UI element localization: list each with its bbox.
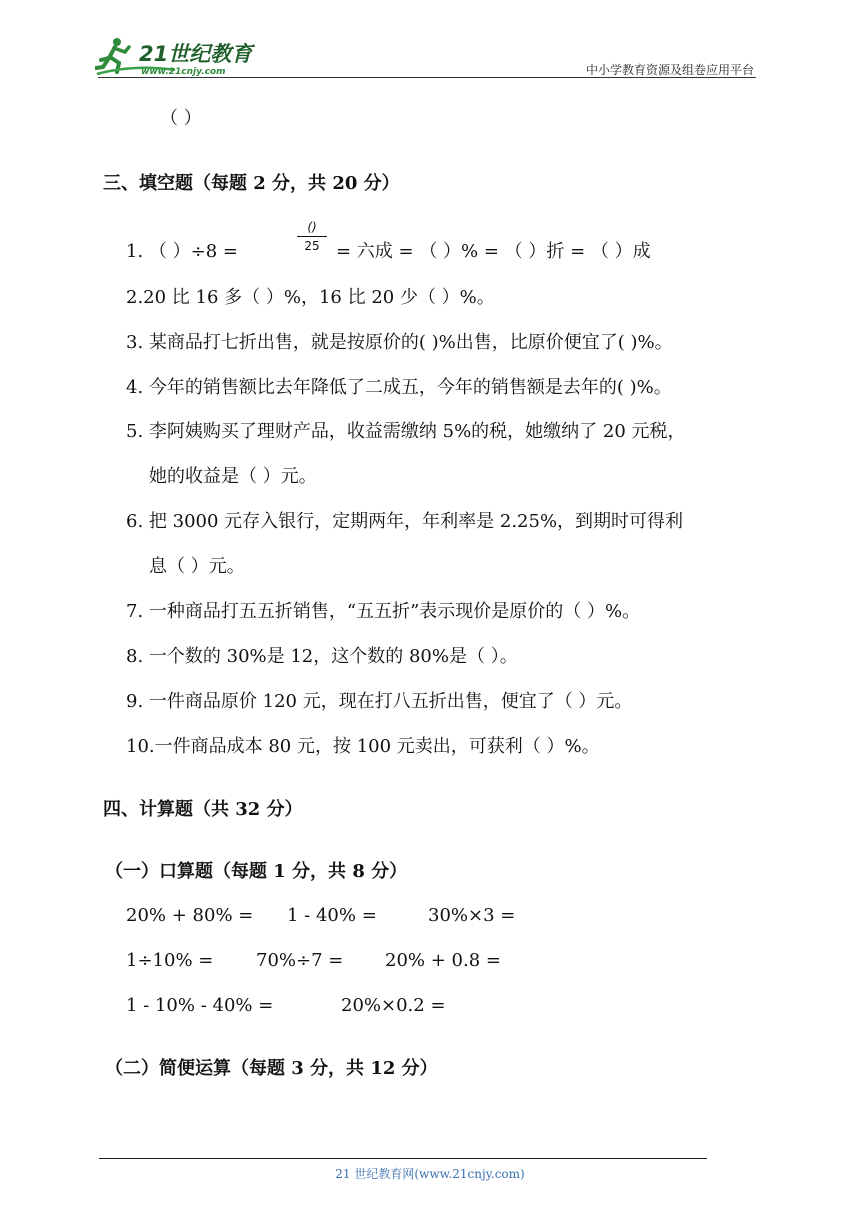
- oral-item: 30%×3 =: [428, 905, 516, 926]
- runner-logo-icon: [95, 36, 265, 78]
- footer-link[interactable]: 21 世纪教育网(www.21cnjy.com): [335, 1167, 525, 1181]
- question-1-part2: = 六成 = （ ）% = （ ）折 = （ ）成: [336, 241, 651, 262]
- question-6-line2: 息（ ）元。: [149, 556, 245, 577]
- question-9: 9. 一件商品原价 120 元，现在打八五折出售，便宜了（ ）元。: [126, 691, 633, 712]
- platform-name: 中小学教育资源及组卷应用平台: [585, 63, 754, 77]
- footer-divider: [99, 1158, 707, 1159]
- oral-item: 20% + 0.8 =: [385, 950, 501, 971]
- fraction-denominator: 25: [304, 239, 320, 253]
- oral-item: 1÷10% =: [126, 950, 214, 971]
- question-3: 3. 某商品打七折出售，就是按原价的( )%出售，比原价便宜了( )%。: [126, 332, 673, 353]
- question-8: 8. 一个数的 30%是 12，这个数的 80%是（ ）。: [126, 646, 518, 667]
- subsection-title-oral: （一）口算题（每题 1 分，共 8 分）: [105, 861, 408, 882]
- question-1-part1: 1. （ ）÷8 =: [126, 241, 238, 262]
- question-4: 4. 今年的销售额比去年降低了二成五，今年的销售额是去年的( )%。: [126, 377, 672, 398]
- svg-text:21世纪教育: 21世纪教育: [139, 42, 253, 66]
- oral-item: 1 - 40% =: [287, 905, 377, 926]
- question-2: 2.20 比 16 多（ ）%，16 比 20 少（ ）%。: [126, 287, 495, 308]
- oral-item: 20%×0.2 =: [341, 995, 446, 1016]
- header-divider: [98, 77, 756, 78]
- oral-item: 1 - 10% - 40% =: [126, 995, 274, 1016]
- site-logo: [95, 36, 265, 78]
- question-6-line1: 6. 把 3000 元存入银行，定期两年，年利率是 2.25%，到期时可得利: [126, 511, 684, 532]
- question-5-line2: 她的收益是（ ）元。: [149, 466, 317, 487]
- oral-item: 70%÷7 =: [256, 950, 344, 971]
- fraction-bar: [297, 236, 327, 237]
- question-5-line1: 5. 李阿姨购买了理财产品，收益需缴纳 5%的税，她缴纳了 20 元税，: [126, 421, 686, 442]
- fraction: [297, 220, 327, 253]
- svg-text:www.21cnjy.com: www.21cnjy.com: [141, 67, 226, 77]
- subsection-title-simplify: （二）简便运算（每题 3 分，共 12 分）: [105, 1058, 438, 1079]
- section-title-fill-blank: 三、填空题（每题 2 分，共 20 分）: [103, 173, 400, 194]
- section-title-calculation: 四、计算题（共 32 分）: [103, 799, 303, 820]
- answer-blank: （ ）: [160, 108, 202, 129]
- oral-item: 20% + 80% =: [126, 905, 254, 926]
- question-10: 10.一件商品成本 80 元，按 100 元卖出，可获利（ ）%。: [126, 736, 600, 757]
- fraction-numerator: (): [307, 220, 317, 234]
- question-7: 7. 一种商品打五五折销售，“五五折”表示现价是原价的（ ）%。: [126, 601, 641, 622]
